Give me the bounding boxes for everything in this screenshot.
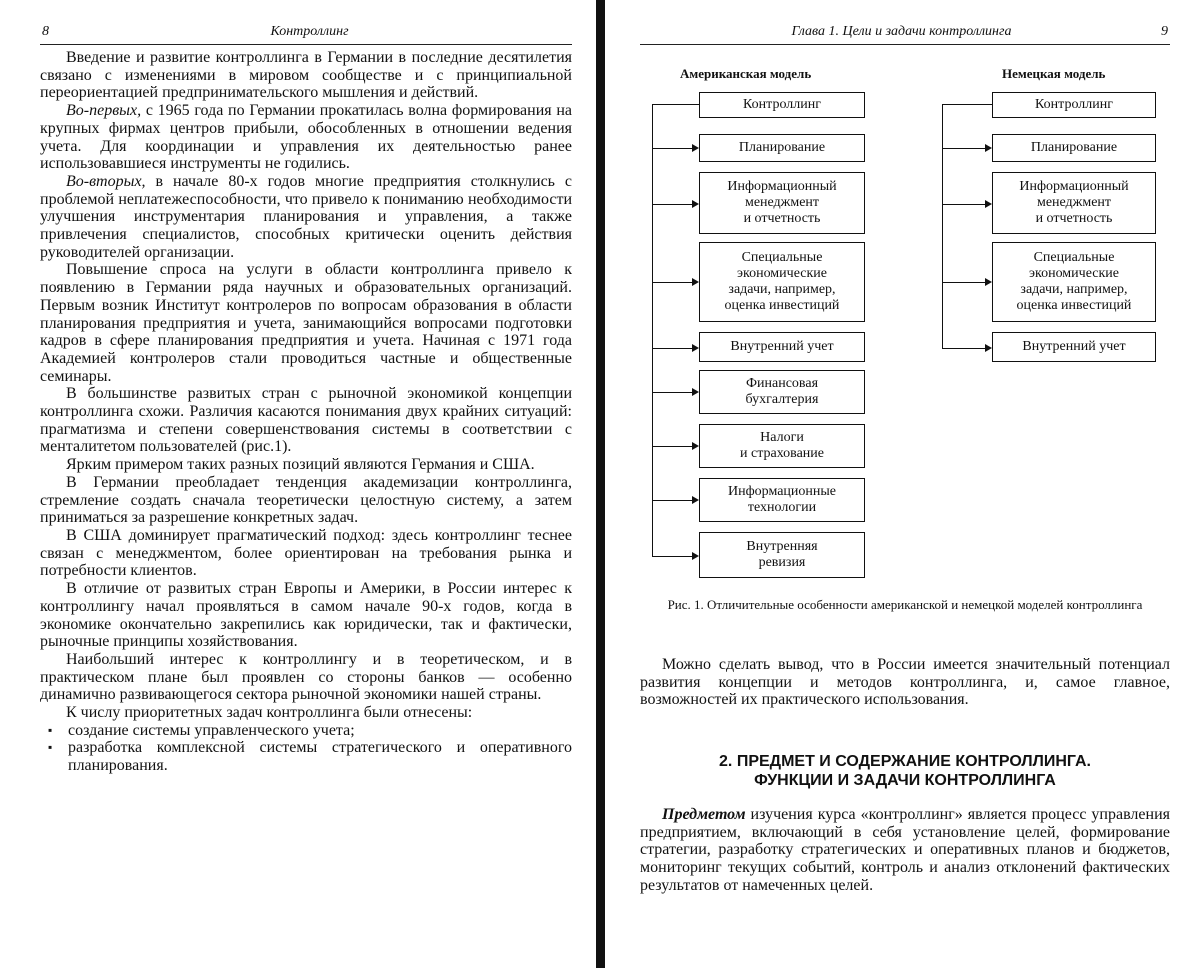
left-page-header xyxy=(40,24,572,45)
paragraph: Наибольший интерес к контроллингу и в теоретическом, и в практическом плане был проявлен со стороны банков — особенно динамично развивающегося сектора рыночной экономики нашей страны. xyxy=(40,650,572,704)
right-page-header xyxy=(640,24,1170,45)
arrow-icon xyxy=(985,144,992,152)
left-page xyxy=(40,24,572,775)
section-title xyxy=(640,752,1170,790)
american-box-controlling: Контроллинг xyxy=(699,92,865,118)
connector xyxy=(942,104,992,105)
figure-caption: Рис. 1. Отличительные особенности американской и немецкой моделей контроллинга xyxy=(667,597,1143,612)
models-diagram xyxy=(640,52,1170,612)
section-title-line: 2. ПРЕДМЕТ И СОДЕРЖАНИЕ КОНТРОЛЛИНГА. xyxy=(719,753,1091,770)
paragraph: К числу приоритетных задач контроллинга были отнесены: xyxy=(66,704,473,722)
right-page xyxy=(640,24,1171,894)
paragraph: Введение и развитие контроллинга в Германии в последние десятилетия связано с изменениями в мировом сообществе и с принципиальной переориентацией предпринимательского мышления и действий. xyxy=(40,49,572,102)
paragraph-text: изучения курса «контроллинг» является процесс управления предприятием, включающий в себя установление целей, формирование стратегии, разработку стратегических и оперативных планов и бюджетов, мониторинг текущих событий, контроль и анализ отклонений фактических результатов от намеченных целей. xyxy=(640,806,1171,894)
arrow-icon xyxy=(692,442,699,450)
arrow-icon xyxy=(985,344,992,352)
german-box-special-tasks: Специальные экономические задачи, например, оценка инвестиций xyxy=(992,242,1156,322)
american-box-it: Информационные технологии xyxy=(699,478,865,522)
german-model-title: Немецкая модель xyxy=(1002,66,1106,81)
arrow-icon xyxy=(692,278,699,286)
connector xyxy=(942,348,985,349)
section-title-line: ФУНКЦИИ И ЗАДАЧИ КОНТРОЛЛИНГА xyxy=(754,772,1056,789)
connector xyxy=(652,556,692,557)
paragraph: В Германии преобладает тенденция академизации контроллинга, стремление создать сначала теоретически целостную систему, а затем приниматься за разрешение конкретных задач. xyxy=(40,473,572,527)
german-connector-line xyxy=(942,104,943,348)
german-box-planning: Планирование xyxy=(992,134,1156,162)
paragraph: Повышение спроса на услуги в области контроллинга привело к появлению в Германии ряда научных и образовательных организаций. Первым возник Институт контролеров по вопросам образования в области планирования предприятия и учета, занимающийся вопросами подготовки кадров в сфере планирования предприятия и учета. Начиная с 1971 года Академией контролеров стали проводиться частные и общественные семинары. xyxy=(40,261,572,385)
german-box-controlling: Контроллинг xyxy=(992,92,1156,118)
conclusion-text xyxy=(640,656,1170,709)
american-box-info-management: Информационный менеджмент и отчетность xyxy=(699,172,865,234)
paragraph: В США доминирует прагматический подход: здесь контроллинг теснее связан с менеджментом, более ориентирован на требования рынка и потребности клиентов. xyxy=(40,526,572,580)
page-number: 9 xyxy=(1161,24,1168,39)
connector xyxy=(652,500,692,501)
american-model-title: Американская модель xyxy=(680,66,812,81)
german-box-info-management: Информационный менеджмент и отчетность xyxy=(992,172,1156,234)
american-box-internal-audit: Внутренняя ревизия xyxy=(699,532,865,578)
page-number: 8 xyxy=(42,24,49,39)
lead-in: Во-вторых, xyxy=(66,172,146,190)
arrow-icon xyxy=(692,552,699,560)
paragraph-text: с 1965 года по Германии прокатилась волна формирования на крупных фирмах центров прибыли, обособленных в отношении ведения учета. Для координации и управления их деятельностью ранее использовавшиеся инструменты не годились. xyxy=(40,102,573,173)
connector xyxy=(652,204,692,205)
lead-term: Предметом xyxy=(662,806,746,823)
arrow-icon xyxy=(692,144,699,152)
running-title: Контроллинг xyxy=(270,24,349,39)
connector xyxy=(652,348,692,349)
american-box-taxes: Налоги и страхование xyxy=(699,424,865,468)
arrow-icon xyxy=(692,344,699,352)
paragraph xyxy=(40,102,572,173)
german-box-internal-accounting: Внутренний учет xyxy=(992,332,1156,362)
bullet-list xyxy=(40,722,572,775)
american-box-special-tasks: Специальные экономические задачи, например, оценка инвестиций xyxy=(699,242,865,322)
arrow-icon xyxy=(985,200,992,208)
list-item: ▪ создание системы управленческого учета; xyxy=(40,722,572,740)
connector xyxy=(652,148,692,149)
paragraph: В отличие от развитых стран Европы и Америки, в России интерес к контроллингу начал проявляться в самом начале 90-х годов, когда в экономике окончательно закрепились как юридически, так и фактически, рыночные принципы хозяйствования. xyxy=(40,580,572,651)
connector xyxy=(942,148,985,149)
connector xyxy=(652,446,692,447)
connector xyxy=(652,282,692,283)
lead-in: Во-первых, xyxy=(66,102,142,120)
american-box-planning: Планирование xyxy=(699,134,865,162)
arrow-icon xyxy=(692,388,699,396)
american-box-internal-accounting: Внутренний учет xyxy=(699,332,865,362)
arrow-icon xyxy=(985,278,992,286)
left-body-text xyxy=(40,49,572,775)
list-item: ▪ разработка комплексной системы стратегического и оперативного планирования. xyxy=(40,739,572,774)
book-spine xyxy=(596,0,605,968)
paragraph: Можно сделать вывод, что в России имеется значительный потенциал развития концепции и методов контроллинга, и, самое главное, возможностей их практического использования. xyxy=(640,656,1170,709)
connector xyxy=(942,204,985,205)
arrow-icon xyxy=(692,200,699,208)
running-title: Глава 1. Цели и задачи контроллинга xyxy=(791,24,1012,39)
connector xyxy=(652,104,699,105)
american-box-financial-accounting: Финансовая бухгалтерия xyxy=(699,370,865,414)
paragraph xyxy=(640,806,1170,895)
section-text xyxy=(640,806,1170,895)
connector xyxy=(652,392,692,393)
paragraph xyxy=(40,173,572,262)
american-connector-line xyxy=(652,104,653,556)
connector xyxy=(942,282,985,283)
paragraph-text: в начале 80-х годов многие предприятия столкнулись с проблемой неплатежеспособности, что привело к пониманию необходимости улучшения инструментария планирования и управления, а также привлечения специалистов, способных критически оценить действия руководителей организации. xyxy=(40,172,573,261)
paragraph: Ярким примером таких разных позиций являются Германия и США. xyxy=(66,456,535,474)
paragraph: В большинстве развитых стран с рыночной экономикой концепции контроллинга схожи. Различия касаются понимания двух крайних ситуаций: прагматизма и степени совершенствования системы в соответствии с менталитетом пользователей (рис.1). xyxy=(40,385,572,456)
arrow-icon xyxy=(692,496,699,504)
